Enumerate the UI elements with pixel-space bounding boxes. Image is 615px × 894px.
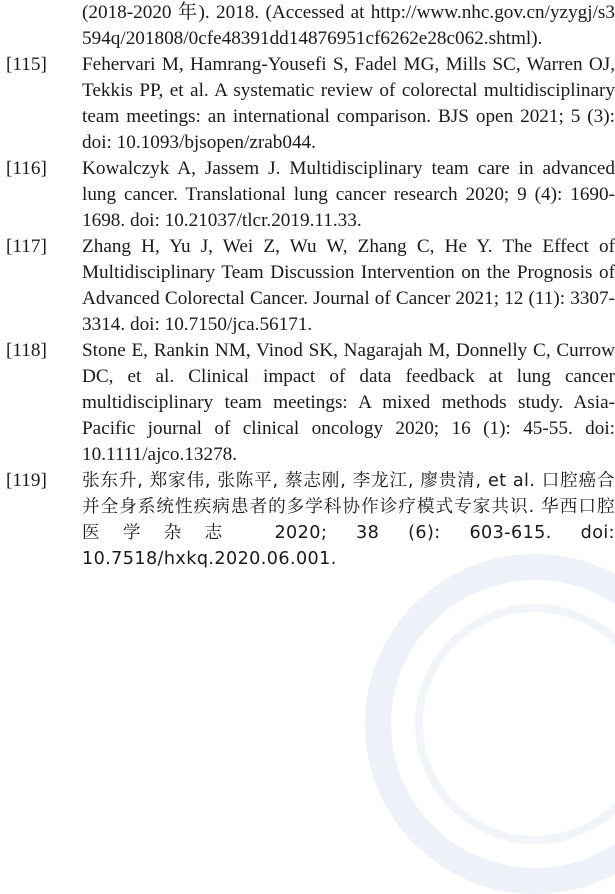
reference-item-119	[6, 468, 615, 572]
reference-text: Kowalczyk A, Jassem J. Multidisciplinary team care in advanced lung cancer. Translational lung cancer research 2020; 9 (4): 1690-1698. doi: 10.21037/tlcr.2019.11.33.	[82, 158, 615, 231]
reference-number: [119]	[6, 470, 47, 491]
reference-item-115	[6, 52, 615, 156]
reference-item-117	[6, 234, 615, 338]
reference-number: [115]	[6, 54, 47, 75]
reference-text: Fehervari M, Hamrang-Yousefi S, Fadel MG, Mills SC, Warren OJ, Tekkis PP, et al. A systematic review of colorectal multidisciplinary team meetings: an international comparison. BJS open 2021; 5 (3): doi: 10.1093/bjsopen/zrab044.	[82, 54, 615, 153]
reference-text: Zhang H, Yu J, Wei Z, Wu W, Zhang C, He Y. The Effect of Multidisciplinary Team Discussion Intervention on the Prognosis of Advanced Colorectal Cancer. Journal of Cancer 2021; 12 (11): 3307-3314. doi: 10.7150/jca.56171.	[82, 236, 615, 335]
reference-text: (2018-2020 年). 2018. (Accessed at http://www.nhc.gov.cn/yzygj/s3594q/201808/0cfe48391dd14876951cf6262e28c062.shtml).	[82, 2, 615, 49]
reference-text: Stone E, Rankin NM, Vinod SK, Nagarajah M, Donnelly C, Currow DC, et al. Clinical impact of data feedback at lung cancer multidisciplinary team meetings: A mixed methods study. Asia-Pacific journal of clinical oncology 2020; 16 (1): 45-55. doi: 10.1111/ajco.13278.	[82, 340, 615, 465]
reference-text: 张东升, 郑家伟, 张陈平, 蔡志刚, 李龙江, 廖贵清, et al. 口腔癌合并全身系统性疾病患者的多学科协作诊疗模式专家共识. 华西口腔医学杂志 2020; 38 (6): 603-615. doi: 10.7518/hxkq.2020.06.001.	[82, 471, 615, 569]
reference-continuation	[6, 0, 615, 52]
reference-number: [116]	[6, 158, 47, 179]
reference-number: [118]	[6, 340, 47, 361]
reference-number: [117]	[6, 236, 47, 257]
reference-item-118	[6, 338, 615, 468]
reference-item-116	[6, 156, 615, 234]
